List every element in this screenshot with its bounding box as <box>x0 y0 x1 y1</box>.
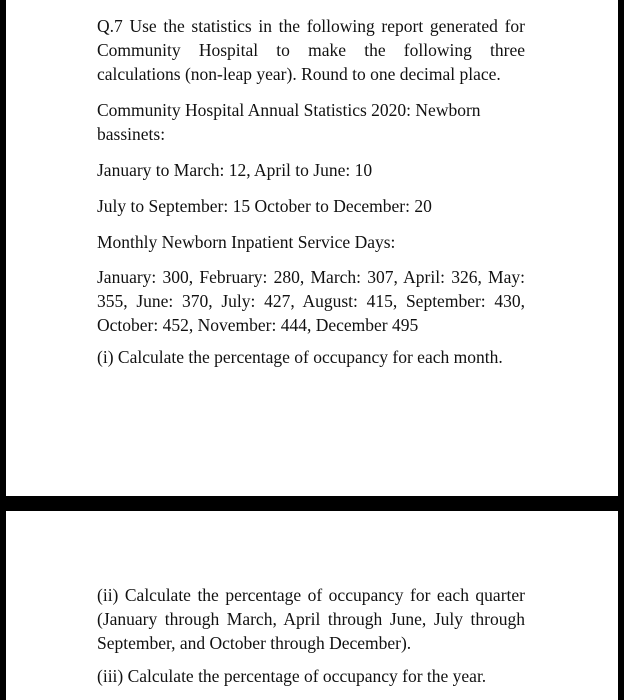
bassinets-first-half: January to March: 12, April to June: 10 <box>97 160 373 180</box>
service-days-values: January: 300, February: 280, March: 307, April: 326, May: 355, June: 370, July: 427, August: 415, September: 430, October: 452, November: 444, December 495 <box>97 267 525 335</box>
report-title: Community Hospital Annual Statistics 2020: Newborn bassinets: <box>97 100 481 144</box>
part-ii-question: (ii) Calculate the percentage of occupancy for each quarter (January through March, April through June, July through September, and October through December). <box>97 585 525 653</box>
part-i-question: (i) Calculate the percentage of occupancy for each month. <box>97 347 503 367</box>
bassinets-second-half: July to September: 15 October to December: 20 <box>97 196 432 216</box>
top-page-panel <box>6 0 618 496</box>
service-days-heading: Monthly Newborn Inpatient Service Days: <box>97 232 396 252</box>
bottom-page-panel <box>6 511 618 700</box>
part-iii-question: (iii) Calculate the percentage of occupancy for the year. <box>97 666 487 686</box>
question-heading: Q.7 Use the statistics in the following report generated for Community Hospital to make the following three calculations (non-leap year). Round to one decimal place. <box>97 16 525 84</box>
